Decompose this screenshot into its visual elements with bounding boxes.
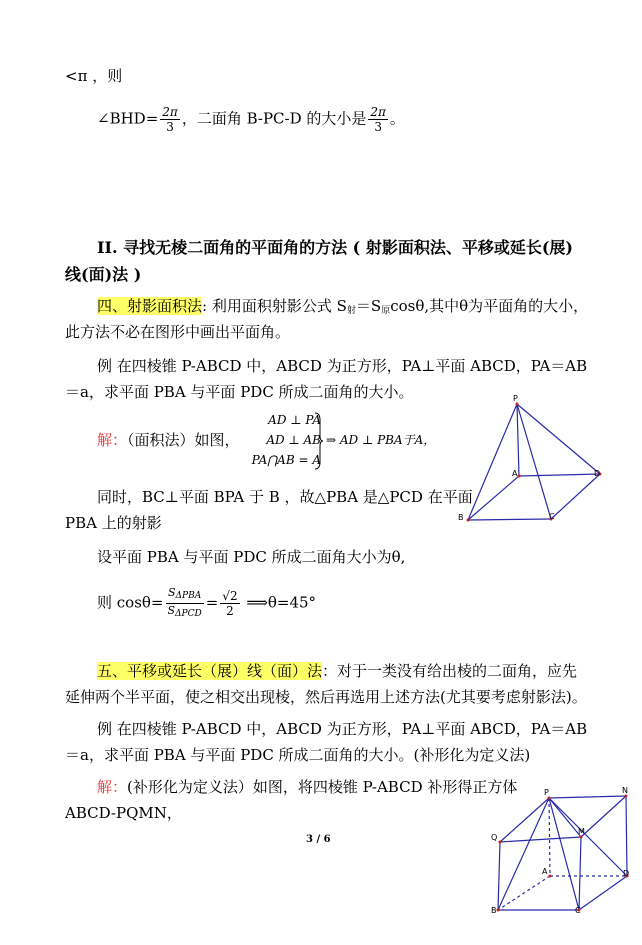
- edge-qm: [500, 837, 581, 842]
- right-brace-icon: [314, 412, 324, 470]
- text-fragment-pi: <π ，则: [65, 67, 123, 85]
- subscript-she: 射: [346, 306, 356, 316]
- area-ratio-den: [166, 604, 204, 621]
- edge-mn: [581, 796, 626, 837]
- bhd-prefix: ∠BHD=: [97, 109, 159, 128]
- section-heading-line1: II. 寻找无棱二面角的平面角的方法 ( 射影面积法、平移或延长(展): [97, 238, 573, 257]
- example1-line1: 例 在四棱锥 P-ABCD 中，ABCD 为正方形，PA⊥平面 ABCD，PA＝AB: [97, 357, 588, 375]
- area-den-s: S: [167, 604, 176, 617]
- method5-text1: ：对于一类没有给出棱的二面角，应先: [322, 662, 578, 680]
- edge-pb: [468, 404, 517, 520]
- brace-line-1: AD ⊥ PA: [268, 413, 321, 427]
- solution2-text: (补形化为定义法）如图，将四棱锥 P-ABCD 补形得正方体: [127, 778, 518, 796]
- area-num-s: S: [168, 586, 176, 599]
- end-punct: 。: [389, 109, 405, 128]
- sqrt-den: 2: [226, 604, 234, 618]
- edge-pc2: [549, 798, 579, 910]
- edge-pd2: [549, 798, 630, 878]
- edge-nd: [626, 796, 627, 876]
- method4-line1: [97, 296, 588, 321]
- area-ratio-num: [166, 586, 204, 604]
- method4-line2: 此方法不必在图形中画出平面角。: [65, 323, 291, 341]
- label-a2: A: [542, 867, 548, 876]
- edge-pd: [517, 404, 600, 474]
- solution1-text: （面积法）如图，: [127, 431, 240, 449]
- label-p: P: [513, 394, 518, 403]
- brace-lines: [252, 410, 321, 470]
- cos-result: ⟹θ=45°: [246, 593, 317, 612]
- edge-ab: [468, 476, 519, 520]
- solution1-label: 解：: [97, 431, 128, 449]
- fraction-2pi-3: [160, 105, 180, 134]
- label-a: A: [512, 469, 518, 478]
- label-p2: P: [544, 788, 549, 797]
- label-c2: C: [575, 906, 581, 915]
- bc-line1: 同时，BC⊥平面 BPA 于 B ，故△PBA 是△PCD 在平面: [97, 488, 473, 506]
- dihedral-text: ，二面角 B-PC-D 的大小是: [181, 109, 367, 128]
- fraction-numerator: 2π: [162, 105, 178, 119]
- section-heading-line2: 线(面)法 ): [65, 265, 142, 284]
- cos-line: [97, 586, 316, 621]
- area-num-sub: ΔPBA: [175, 591, 202, 601]
- label-n: N: [622, 786, 628, 795]
- example1-line2: ＝a，求平面 PBA 与平面 PDC 所成二面角的大小。: [65, 383, 414, 401]
- label-q: Q: [491, 833, 498, 842]
- method4-text-post: cosθ,其中θ为平面角的大小，: [390, 297, 589, 315]
- label-d2: D: [623, 869, 630, 878]
- solution2-line2: ABCD-PQMN，: [65, 804, 182, 822]
- edge-pa: [517, 404, 519, 476]
- example2-line2: ＝a，求平面 PBA 与平面 PDC 所成二面角的大小。(补形化为定义法): [65, 746, 531, 764]
- solution2-label: 解：: [97, 778, 128, 796]
- pyramid-figure: [450, 390, 625, 530]
- edge-ad: [519, 474, 600, 476]
- method4-text-pre: 利用面积射影公式 S: [207, 297, 347, 315]
- method4-text-mid: ＝S: [355, 297, 382, 315]
- edge-pq: [500, 798, 549, 842]
- label-m: M: [578, 827, 585, 836]
- example2-line1: 例 在四棱锥 P-ABCD 中，ABCD 为正方形，PA⊥平面 ABCD，PA＝AB: [97, 720, 588, 738]
- bc-line2: PBA 上的射影: [65, 514, 162, 532]
- edge-pn: [549, 796, 626, 798]
- sqrt-num: √2: [222, 589, 238, 603]
- fraction-2pi-3-second: [368, 105, 388, 134]
- fraction-numerator: 2π: [370, 105, 386, 119]
- solution2-line: [97, 777, 517, 797]
- area-ratio-fraction: [166, 586, 204, 621]
- edge-cd2: [579, 876, 627, 910]
- edge-mc: [579, 837, 581, 910]
- edge-bc: [468, 519, 551, 520]
- cos-prefix: 则 cosθ=: [97, 593, 164, 612]
- method5-label: 五、平移或延长（展）线（面）法: [97, 662, 323, 680]
- bhd-line: [97, 105, 405, 134]
- brace-line-3: PA⋂AB = A: [251, 453, 321, 467]
- method4-colon: :: [202, 297, 208, 315]
- page-number: 3 / 6: [306, 834, 331, 845]
- brace-system: [248, 410, 448, 472]
- solution1-line: [97, 430, 240, 450]
- label-d: D: [594, 469, 601, 478]
- theta-line: 设平面 PBA 与平面 PDC 所成二面角大小为θ,: [97, 548, 406, 566]
- brace-line-2: AD ⊥ AB: [266, 433, 321, 447]
- edge-pc: [517, 404, 551, 519]
- label-c: C: [549, 512, 555, 521]
- fraction-denominator: 3: [374, 120, 382, 134]
- cube-figure: [478, 780, 638, 930]
- edge-pa2-hidden: [549, 798, 550, 876]
- label-b: B: [458, 513, 464, 522]
- fraction-denominator: 3: [166, 120, 174, 134]
- brace-result: ⇒ AD ⊥ PBA于A，: [326, 433, 436, 447]
- cos-eq: =: [205, 593, 219, 612]
- method5-line2: 延伸两个半平面，使之相交出现棱，然后再选用上述方法(尤其要考虑射影法)。: [65, 688, 587, 706]
- area-den-sub: ΔPCD: [175, 609, 202, 619]
- edge-qb: [498, 842, 500, 910]
- sqrt2-over-2-fraction: [220, 589, 239, 618]
- method4-label: 四、射影面积法: [97, 297, 203, 315]
- label-b2: B: [491, 906, 497, 915]
- subscript-yuan: 原: [381, 306, 391, 316]
- method5-line1: [97, 661, 577, 681]
- edge-cd: [551, 474, 600, 519]
